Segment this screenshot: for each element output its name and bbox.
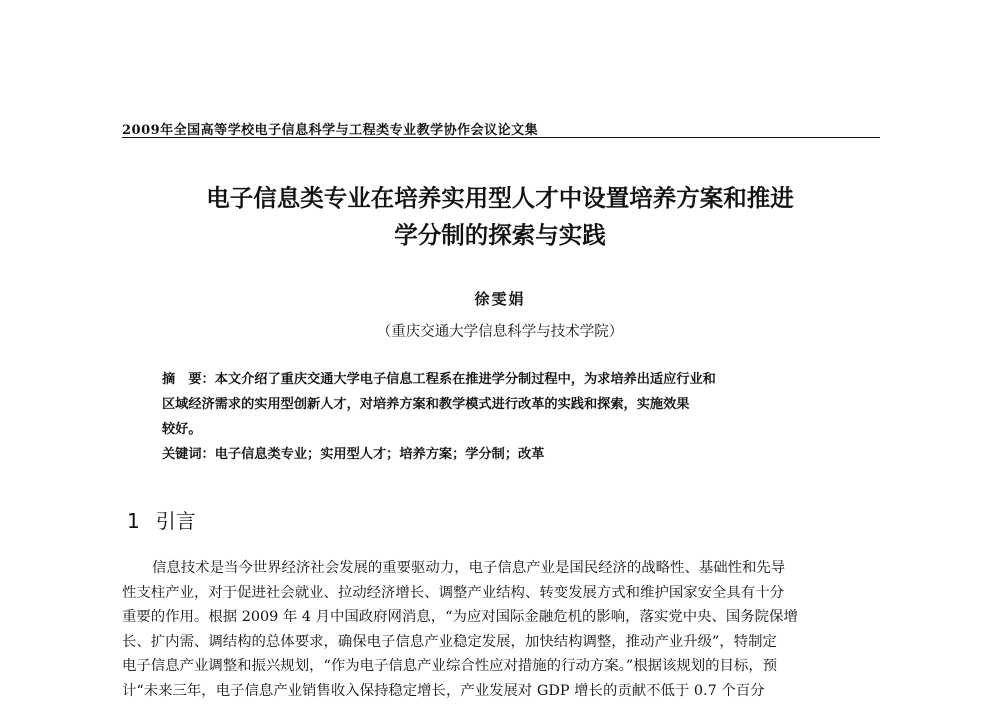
keywords [162,443,862,462]
section-number: 1 [127,509,140,533]
abstract-label: 摘 要： [162,372,215,387]
body-line-2: 性支柱产业，对于促进社会就业、拉动经济增长、调整产业结构、转变发展方式和维护国家安全具有十分 [122,584,784,601]
title-line-1: 电子信息类专业在培养实用型人才中设置培养方案和推进 [206,184,794,212]
body-line-1: 信息技术是当今世界经济社会发展的重要驱动力，电子信息产业是国民经济的战略性、基础性和先导 [152,560,786,576]
author-affiliation: （重庆交通大学信息科学与技术学院） [376,324,624,340]
abstract [162,367,862,442]
abstract-line-1 [162,367,862,392]
keywords-label: 关键词： [162,447,215,462]
abstract-line-3: 较好。 [162,422,202,437]
paper-title [100,180,900,254]
section-title: 引言 [155,509,196,533]
body-paragraph [122,556,882,704]
body-line-3: 重要的作用。根据 2009 年 4 月中国政府网消息，“为应对国际金融危机的影响，落实党中央、国务院保增 [122,609,798,626]
author-name: 徐雯娟 [474,290,526,308]
body-line-6: 计“未来三年，电子信息产业销售收入保持稳定增长，产业发展对 GDP 增长的贡献不低于 0.7 个百分 [122,682,765,699]
header-rule [122,137,880,138]
body-line-4: 长、扩内需、调结构的总体要求，确保电子信息产业稳定发展，加快结构调整，推动产业升级”，特制定 [122,633,777,650]
running-head: 2009年全国高等学校电子信息科学与工程类专业教学协作会议论文集 [122,123,539,138]
section-heading [127,505,196,534]
body-line-5: 电子信息产业调整和振兴规划，“作为电子信息产业综合性应对措施的行动方案。”根据该规划的目标，预 [122,658,778,675]
abstract-line-2: 区域经济需求的实用型创新人才，对培养方案和教学模式进行改革的实践和探索，实施效果 [162,397,690,412]
keywords-text: 电子信息类专业；实用型人才；培养方案；学分制；改革 [214,447,545,462]
abstract-text-1: 本文介绍了重庆交通大学电子信息工程系在推进学分制过程中，为求培养出适应行业和 [214,372,716,387]
title-line-2: 学分制的探索与实践 [394,221,606,249]
